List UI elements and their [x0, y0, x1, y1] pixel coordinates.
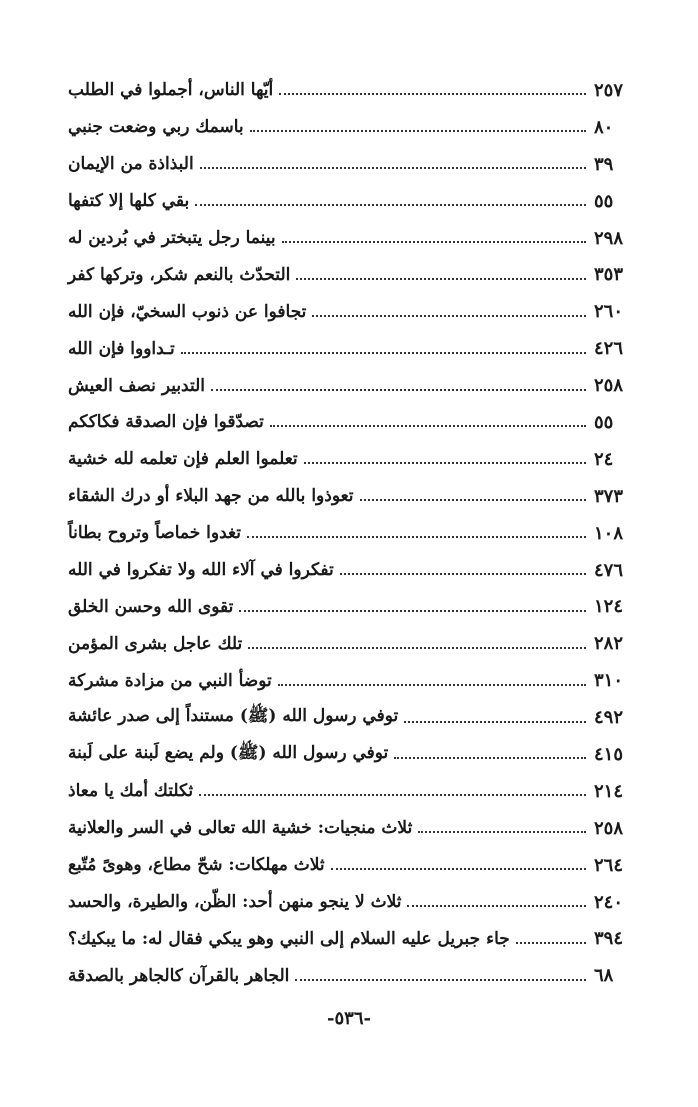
hadith-index-list [62, 72, 628, 994]
entry-page-number: ٣٧٣ [594, 485, 624, 507]
index-entry [62, 146, 628, 183]
index-entry [62, 588, 628, 625]
index-entry [62, 957, 628, 994]
entry-title: بقي كلها إلا كتفها [68, 191, 190, 212]
index-entry [62, 72, 628, 109]
entry-page-number: ٣٩ [594, 153, 614, 175]
entry-title: تصدّقوا فإن الصدقة فكاككم [68, 412, 264, 433]
dot-leader [279, 93, 586, 95]
index-entry [62, 256, 628, 293]
index-entry [62, 367, 628, 404]
dot-leader [250, 130, 586, 132]
entry-title: ثكلتك أمك يا معاذ [68, 781, 194, 802]
entry-title: التدبير نصف العيش [68, 375, 206, 396]
entry-title: بينما رجل يتبختر في بُردين له [68, 228, 276, 248]
index-entry [62, 109, 628, 146]
dot-leader [404, 721, 586, 723]
entry-page-number: ٤١٥ [594, 743, 624, 765]
index-entry [62, 183, 628, 220]
entry-page-number: ٢٥٨ [594, 817, 624, 839]
entry-title: ثلاث منجيات: خشية الله تعالى في السر والعلانية [68, 818, 413, 839]
entry-page-number: ٢٦٤ [594, 854, 624, 876]
index-entry [62, 293, 628, 330]
entry-page-number: ٣١٠ [594, 670, 624, 692]
dot-leader [199, 794, 586, 796]
entry-page-number: ٥٥ [594, 190, 614, 212]
index-entry [62, 847, 628, 884]
entry-title: جاء جبريل عليه السلام إلى النبي وهو يبكي فقال له: ما يبكيك؟ [68, 928, 510, 949]
entry-page-number: ٢٤٠ [594, 891, 624, 913]
entry-page-number: ٦٨ [594, 965, 614, 987]
index-entry [62, 736, 628, 773]
index-entry [62, 552, 628, 589]
entry-page-number: ٢٥٨ [594, 375, 624, 397]
dot-leader [248, 647, 586, 649]
index-entry [62, 330, 628, 367]
entry-page-number: ٣٥٣ [594, 264, 624, 286]
dot-leader [195, 204, 586, 206]
entry-page-number: ٥٥ [594, 411, 614, 433]
dot-leader [407, 905, 586, 907]
entry-title: ثلاث مهلكات: شحّ مطاع، وهوىً مُتّبع [68, 855, 325, 876]
entry-title: تفكروا في آلاء الله ولا تفكروا في الله [68, 560, 334, 581]
dot-leader [211, 389, 586, 391]
entry-page-number: ٨٠ [594, 116, 614, 138]
entry-page-number: ٢١٤ [594, 780, 624, 802]
entry-title: التحدّث بالنعم شكر، وتركها كفر [68, 264, 291, 285]
entry-title: تعوذوا بالله من جهد البلاء أو درك الشقاء [68, 486, 354, 507]
index-entry [62, 884, 628, 921]
dot-leader [282, 241, 586, 243]
entry-page-number: ١٠٨ [594, 522, 624, 544]
entry-title: تـداووا فإن الله [68, 338, 175, 359]
page-number: -٥٣٦- [327, 1008, 371, 1029]
entry-page-number: ٢٩٨ [594, 227, 624, 249]
entry-title: أيّها الناس، أجملوا في الطلب [68, 80, 274, 101]
dot-leader [270, 425, 586, 427]
entry-page-number: ٣٩٤ [594, 928, 624, 950]
dot-leader [312, 315, 586, 317]
dot-leader [200, 167, 586, 169]
entry-title: ثلاث لا ينجو منهن أحد: الظّن، والطيرة، والحسد [68, 892, 402, 913]
index-entry [62, 515, 628, 552]
entry-page-number: ٤٢٦ [594, 338, 624, 360]
dot-leader [340, 573, 586, 575]
entry-page-number: ١٢٤ [594, 596, 624, 618]
entry-page-number: ٢٨٢ [594, 633, 624, 655]
entry-title: البذاذة من الإيمان [68, 154, 194, 175]
index-entry [62, 441, 628, 478]
index-entry [62, 699, 628, 736]
dot-leader [304, 462, 586, 464]
dot-leader [278, 684, 586, 686]
dot-leader [516, 942, 586, 944]
index-entry [62, 478, 628, 515]
entry-page-number: ٢٥٧ [594, 79, 624, 101]
entry-title: توفي رسول الله (ﷺ) ولم يضع لَبنة على لَبنة [68, 742, 389, 763]
dot-leader [247, 536, 586, 538]
entry-title: تقوى الله وحسن الخلق [68, 596, 234, 617]
entry-page-number: ٤٧٦ [594, 559, 624, 581]
index-entry [62, 810, 628, 847]
entry-title: باسمك ربي وضعت جنبي [68, 117, 244, 138]
dot-leader [331, 868, 586, 870]
entry-title: تلك عاجل بشرى المؤمن [68, 633, 243, 654]
entry-title: الجاهر بالقرآن كالجاهر بالصدقة [68, 965, 290, 986]
index-entry [62, 773, 628, 810]
entry-title: توفي رسول الله (ﷺ) مستنداً إلى صدر عائشة [68, 706, 399, 727]
dot-leader [360, 499, 586, 501]
entry-title: تغدوا خماصاً وتروح بطاناً [68, 523, 241, 544]
dot-leader [418, 831, 586, 833]
dot-leader [239, 610, 586, 612]
index-entry [62, 404, 628, 441]
index-entry [62, 662, 628, 699]
index-entry [62, 625, 628, 662]
entry-page-number: ٢٦٠ [594, 301, 624, 323]
entry-page-number: ٤٩٢ [594, 707, 624, 729]
dot-leader [394, 757, 586, 759]
index-entry [62, 920, 628, 957]
dot-leader [295, 979, 586, 981]
dot-leader [181, 352, 586, 354]
entry-title: توضأ النبي من مزادة مشركة [68, 670, 272, 691]
entry-title: تجافوا عن ذنوب السخيّ، فإن الله [68, 301, 307, 322]
entry-page-number: ٢٤ [594, 448, 614, 470]
index-entry [62, 220, 628, 257]
dot-leader [296, 278, 586, 280]
entry-title: تعلموا العلم فإن تعلمه لله خشية [68, 449, 298, 470]
